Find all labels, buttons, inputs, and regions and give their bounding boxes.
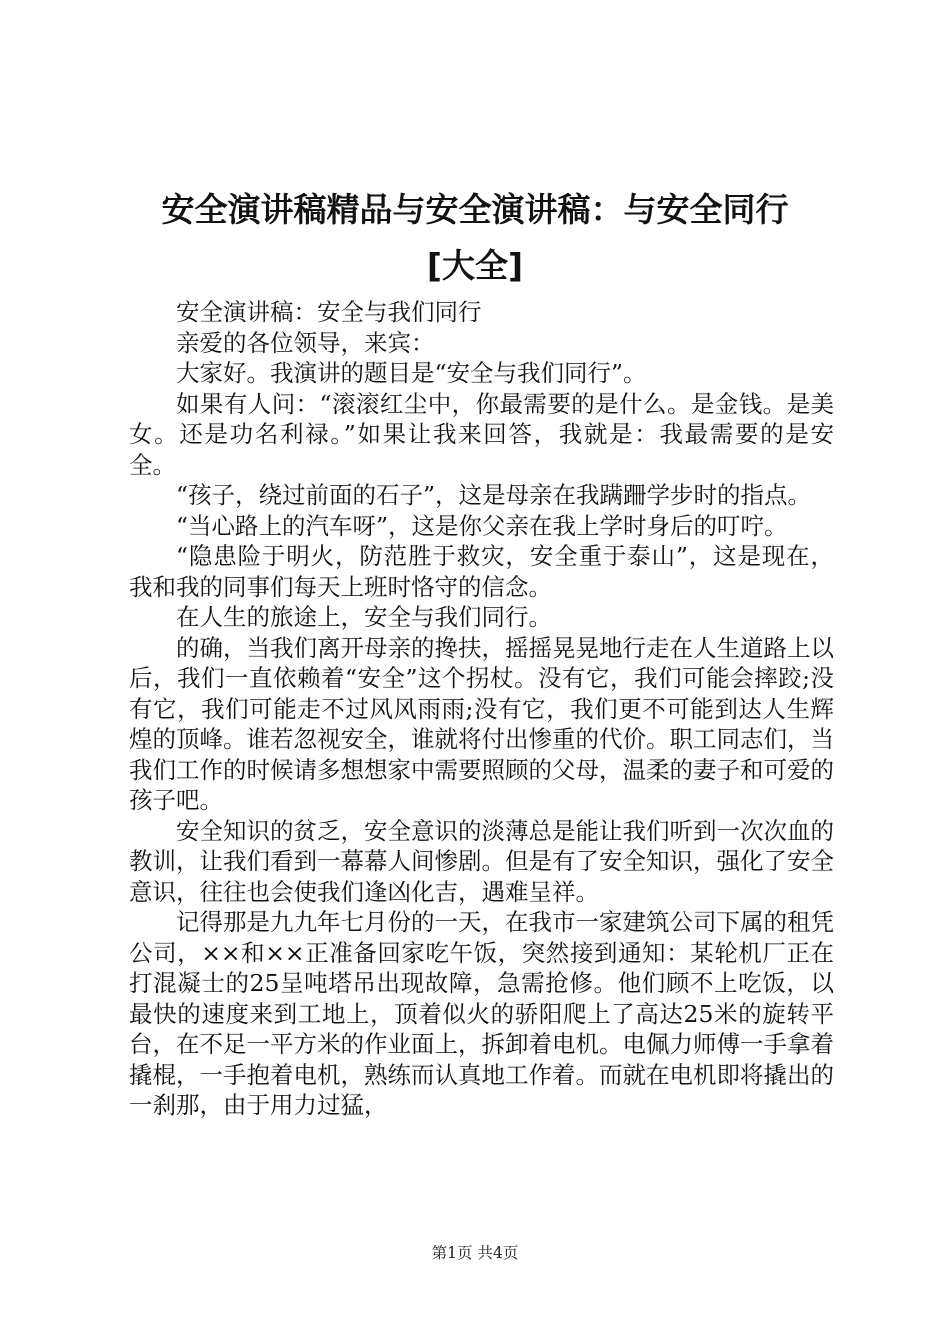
paragraph-2: 亲爱的各位领导，来宾： <box>176 328 435 357</box>
title-line-2: [大全] <box>426 246 524 285</box>
paragraph-11: 记得那是九九年七月份的一天，在我市一家建筑公司下属的租凭公司，××和××正准备回家吃午饭，突然接到通知：某轮机厂正在打混凝士的25呈吨塔吊出现故障，急需抢修。他们顾不上吃饭，以最快的速度来到工地上，顶着似火的骄阳爬上了高达25米的旋转平台，在不足一平方米的作业面上，拆卸着电机。电佩力师傅一手拿着撬棍，一手抱着电机，熟练而认真地工作着。而就在电机即将撬出的一刹那，由于用力过猛， <box>129 908 834 1119</box>
paragraph-10: 安全知识的贫乏，安全意识的淡薄总是能让我们听到一次次血的教训，让我们看到一幕幕人间惨剧。但是有了安全知识，强化了安全意识，往往也会使我们逢凶化吉，遇难呈祥。 <box>129 816 834 906</box>
paragraph-5: “孩子，绕过前面的石子”，这是母亲在我蹒跚学步时的指点。 <box>176 481 812 509</box>
page-number-footer: 第1页 共4页 <box>431 1244 519 1262</box>
paragraph-4: 如果有人问：“滚滚红尘中，你最需要的是什么。是金钱。是美女。还是功名利禄。”如果让我来回答，我就是：我最需要的是安全。 <box>129 389 834 479</box>
paragraph-1: 安全演讲稿：安全与我们同行 <box>176 298 482 326</box>
paragraph-9: 的确，当我们离开母亲的搀扶，摇摇晃晃地行走在人生道路上以后，我们一直依赖着“安全”这个拐杖。没有它，我们可能会摔跤;没有它，我们可能走不过风风雨雨;没有它，我们更不可能到达人生辉煌的顶峰。谁若忽视安全，谁就将付出惨重的代价。职工同志们，当我们工作的时候请多想想家中需要照顾的父母，温柔的妻子和可爱的孩子吧。 <box>129 633 834 814</box>
paragraph-8: 在人生的旅途上，安全与我们同行。 <box>176 603 552 631</box>
document-body <box>129 297 834 1121</box>
paragraph-7: “隐患险于明火，防范胜于救灾，安全重于泰山”，这是现在，我和我的同事们每天上班时恪守的信念。 <box>129 542 834 601</box>
paragraph-3: 大家好。我演讲的题目是“安全与我们同行”。 <box>176 359 647 387</box>
title-line-1: 安全演讲稿精品与安全演讲稿：与安全同行 <box>161 190 789 229</box>
paragraph-6: “当心路上的汽车呀”，这是你父亲在我上学时身后的叮咛。 <box>176 511 788 540</box>
document-title <box>0 182 950 294</box>
